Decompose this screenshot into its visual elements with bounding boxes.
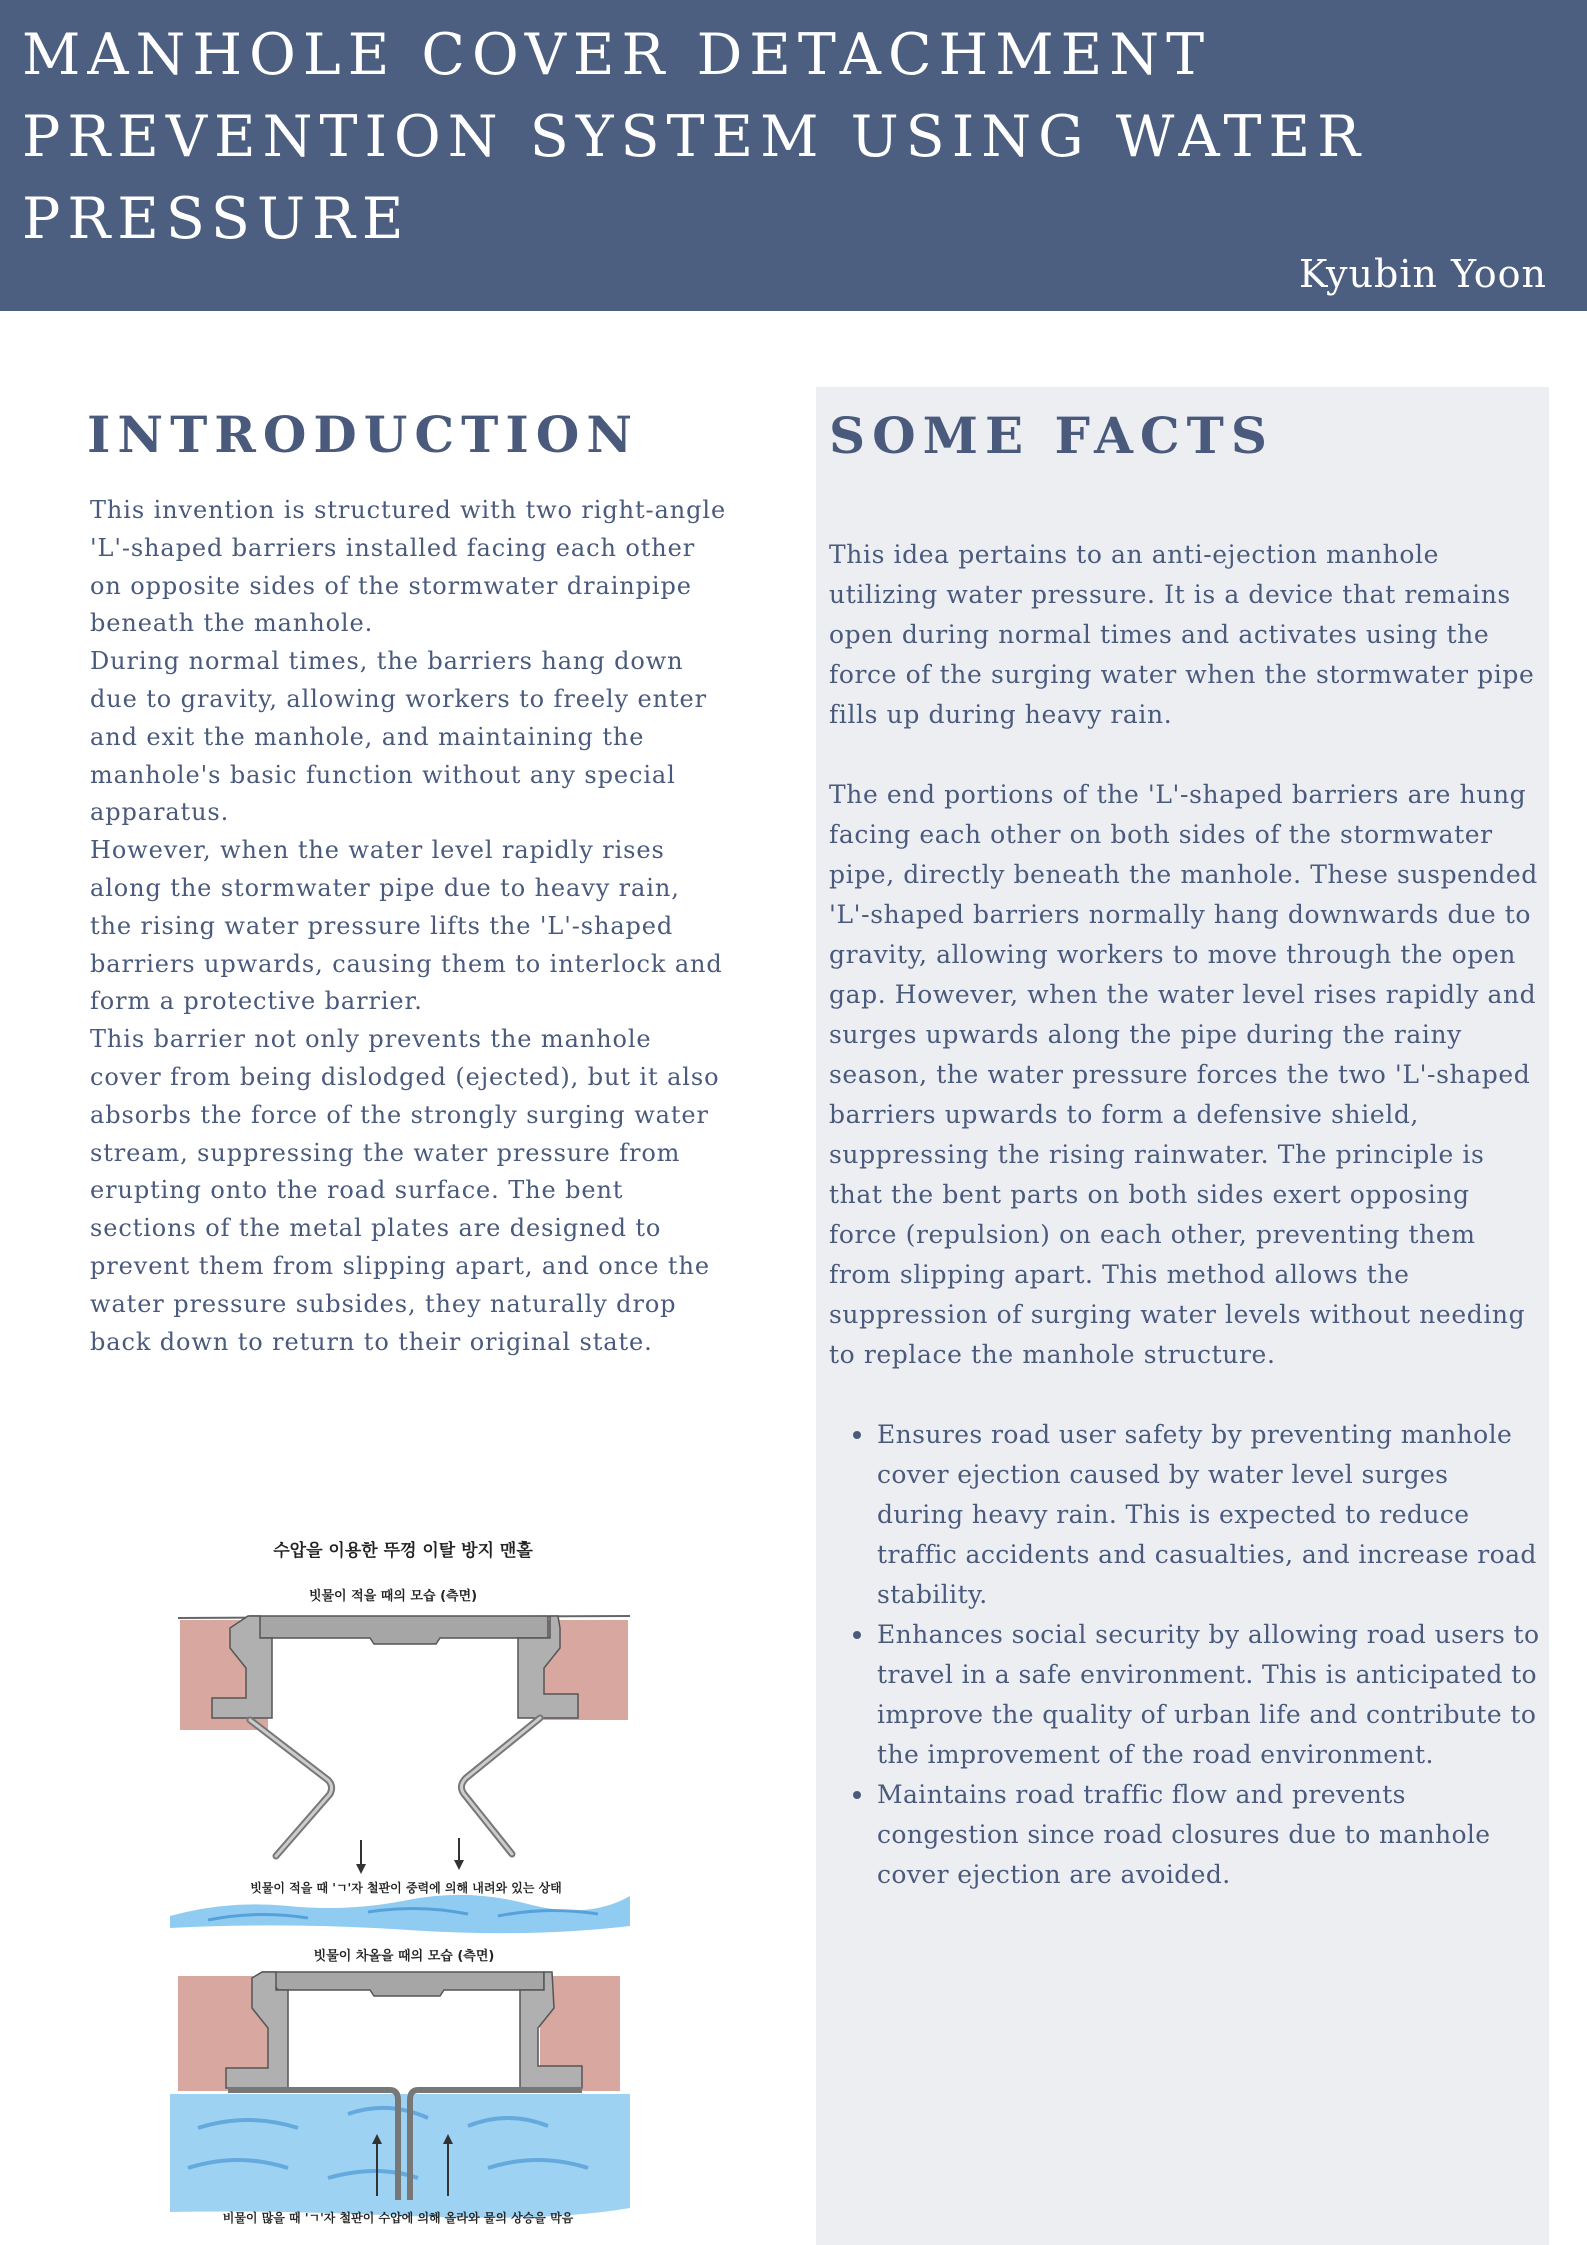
bullet-icon	[853, 1431, 861, 1439]
author-name: Kyubin Yoon	[1299, 252, 1547, 296]
manhole-cover-2	[264, 1972, 544, 1996]
bullet-icon	[853, 1631, 861, 1639]
normal-state-scene	[170, 1616, 630, 1933]
figure-bottom-caption: 비물이 많을 때 'ㄱ'자 철판이 수압에 의해 올라와 물의 상승을 막음	[222, 2211, 574, 2225]
benefit-item	[829, 1415, 1541, 1615]
introduction-section	[87, 400, 727, 1361]
figure-bottom-label: 빗물이 차올을 때의 모습 (측면)	[313, 1949, 495, 1964]
benefit-text: Maintains road traffic flow and prevents congestion since road closures due to manhole cover ejection are avoided.	[877, 1780, 1491, 1889]
benefit-item	[829, 1775, 1541, 1895]
facts-paragraph-1: This idea pertains to an anti-ejection manhole utilizing water pressure. It is a device that remains open during normal times and activates using the force of the surging water when the stormwater pipe fills up during heavy rain.	[829, 540, 1535, 729]
bullet-icon	[853, 1791, 861, 1799]
facts-heading: SOME FACTS	[829, 406, 1274, 465]
flood-state-scene	[170, 1972, 630, 2225]
benefits-list	[829, 1415, 1541, 1895]
title-banner	[0, 0, 1587, 311]
figure-top-caption: 빗물이 적을 때 'ㄱ'자 철판이 중력에 의해 내려와 있는 상태	[250, 1881, 562, 1895]
page-title: MANHOLE COVER DETACHMENT PREVENTION SYSTEM USING WATER PRESSURE	[22, 22, 1368, 252]
barrier-left-hanging	[250, 1720, 332, 1856]
barrier-right-hanging	[461, 1718, 540, 1854]
introduction-heading: INTRODUCTION	[87, 405, 640, 464]
facts-paragraph-2: The end portions of the 'L'-shaped barriers are hung facing each other on both sides of the stormwater pipe, directly beneath the manhole. These suspended 'L'-shaped barriers normally hang downwards due to gravity, allowing workers to move through the open gap. However, when the water level rises rapidly and surges upwards along the pipe during the rainy season, the water pressure forces the two 'L'-shaped barriers upwards to form a defensive shield, suppressing the rising rainwater. The principle is that the bent parts on both sides exert opposing force (repulsion) on each other, preventing them from slipping apart. This method allows the suppression of surging water levels without needing to replace the manhole structure.	[829, 780, 1538, 1369]
benefit-text: Enhances social security by allowing road users to travel in a safe environment. This is anticipated to improve the quality of urban life and contribute to the improvement of the road environment.	[877, 1620, 1540, 1769]
benefit-text: Ensures road user safety by preventing manhole cover ejection caused by water level surges during heavy rain. This is expected to reduce traffic accidents and casualties, and increase road stability.	[877, 1420, 1537, 1609]
manhole-diagram-illustration	[168, 1528, 638, 2228]
figure-top-label: 빗물이 적을 때의 모습 (측면)	[308, 1589, 478, 1604]
manhole-cover	[250, 1616, 548, 1644]
facts-panel	[816, 387, 1549, 2245]
figure-title: 수압을 이용한 뚜껑 이탈 방지 맨홀	[273, 1541, 533, 1561]
benefit-item	[829, 1615, 1541, 1775]
introduction-body: This invention is structured with two right-angle 'L'-shaped barriers installed facing each other on opposite sides of the stormwater drainpipe beneath the manhole. During normal times, the barriers hang down due to gravity, allowing workers to freely enter and exit the manhole, and maintaining the manhole's basic function without any special apparatus. However, when the water level rapidly rises along the stormwater pipe due to heavy rain, the rising water pressure lifts the 'L'-shaped barriers upwards, causing them to interlock and form a protective barrier. This barrier not only prevents the manhole cover from being dislodged (ejected), but it also absorbs the force of the strongly surging water stream, suppressing the water pressure from erupting onto the road surface. The bent sections of the metal plates are designed to prevent them from slipping apart, and once the water pressure subsides, they naturally drop back down to return to their original state.	[90, 496, 727, 1356]
manhole-diagram	[168, 1528, 638, 2228]
